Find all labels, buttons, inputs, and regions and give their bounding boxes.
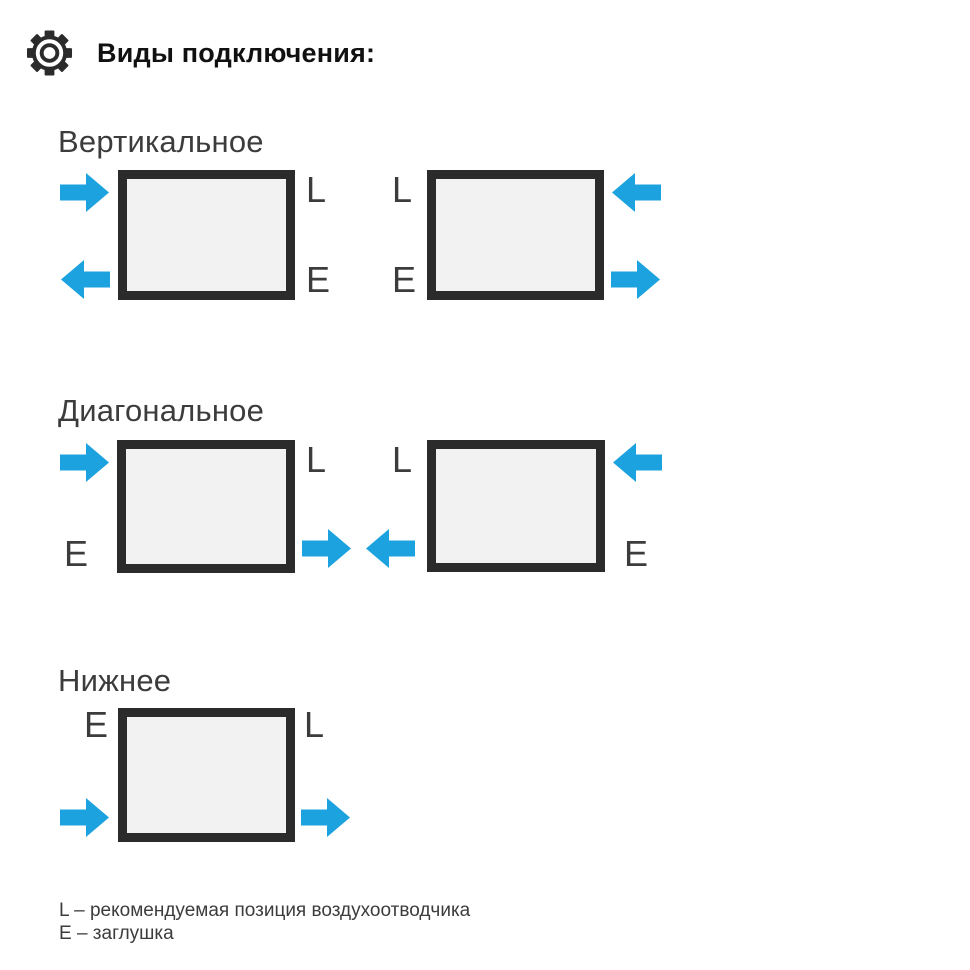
legend-air-vent: L – рекомендуемая позиция воздухоотводчика [59, 900, 471, 921]
section-title-vertical: Вертикальное [58, 124, 264, 159]
flow-in-arrow-icon [60, 442, 110, 483]
flow-in-arrow-icon [60, 172, 110, 213]
plug-label: E [306, 259, 331, 300]
legend-plug: E – заглушка [59, 923, 174, 944]
flow-out-arrow-icon [60, 259, 110, 300]
gear-icon [26, 29, 73, 77]
air-vent-label: L [304, 704, 325, 745]
radiator-box [427, 440, 605, 572]
flow-out-arrow-icon [302, 528, 352, 569]
page-title: Виды подключения: [97, 38, 376, 68]
flow-out-arrow-icon [365, 528, 415, 569]
flow-in-arrow-icon [611, 172, 661, 213]
air-vent-label: L [392, 169, 413, 210]
radiator-box [118, 708, 295, 842]
radiator-box [118, 170, 295, 300]
plug-label: E [64, 533, 89, 574]
air-vent-label: L [306, 439, 327, 480]
plug-label: E [624, 533, 649, 574]
flow-out-arrow-icon [301, 797, 351, 838]
air-vent-label: L [306, 169, 327, 210]
radiator-box [117, 440, 295, 573]
air-vent-label: L [392, 439, 413, 480]
flow-in-arrow-icon [612, 442, 662, 483]
section-title-diagonal: Диагональное [58, 393, 265, 428]
flow-in-arrow-icon [60, 797, 110, 838]
plug-label: E [392, 259, 417, 300]
radiator-box [427, 170, 604, 300]
plug-label: E [84, 704, 109, 745]
section-title-bottom: Нижнее [58, 663, 172, 698]
flow-out-arrow-icon [611, 259, 661, 300]
